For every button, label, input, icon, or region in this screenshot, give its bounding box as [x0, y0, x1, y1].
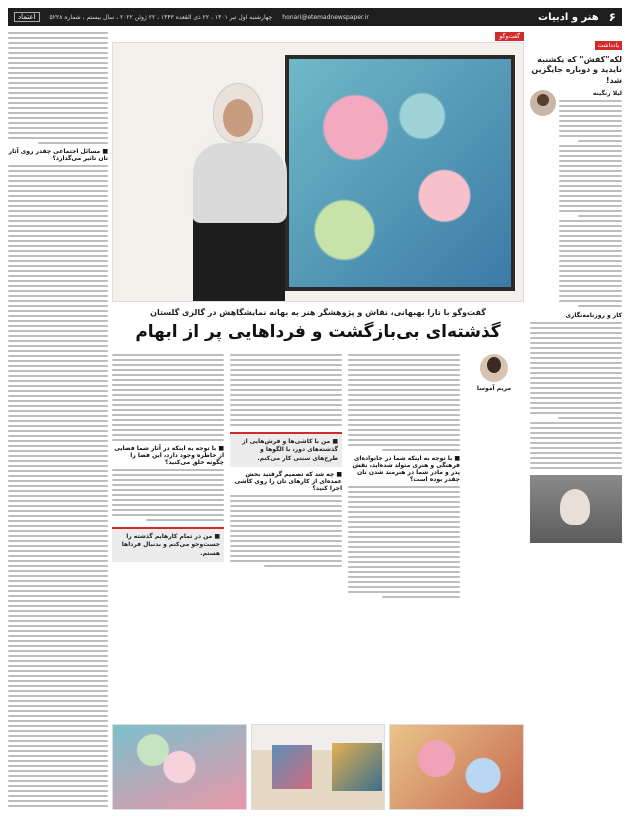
note-tag: یادداشت [595, 41, 622, 50]
note-column [530, 32, 622, 810]
article-col-3 [112, 354, 224, 744]
article-col-2 [230, 354, 342, 744]
question-tiles: ■ چه شد که تصمیم گرفتید بخش عمده‌ای از کارهای تان را روی کاشی اجرا کنید؟ [234, 471, 342, 493]
article-headline: گذشته‌ای بی‌بازگشت و فرداهایی پر از ابهام [135, 322, 501, 342]
question-social: ■ مسائل اجتماعی چقدر روی آثار تان تاثیر می‌گذارد؟ [8, 148, 108, 162]
article-col-1 [348, 354, 460, 744]
painting-artwork [285, 55, 515, 291]
question-family: ■ با توجه به اینکه شما در خانواده‌ای فرهنگی و هنری متولد شده‌اید، نقش پدر و مادر شما در هنرمند شدن تان چقدر بوده است؟ [352, 455, 460, 483]
artist-figure [183, 73, 293, 302]
main-article [112, 32, 524, 810]
page-header [8, 8, 622, 26]
section-title: هنر و ادبیات [538, 11, 599, 23]
note-subhead: کار و روزنامه‌نگاری [565, 312, 622, 320]
header-email[interactable]: honari@etemadnewspaper.ir [282, 13, 369, 21]
left-column [8, 32, 108, 810]
note-body-bottom [530, 322, 622, 469]
artist-photo [112, 42, 524, 302]
note-body-top [559, 100, 622, 307]
note-title: لکه"کفش" که یکشنبه نایدید و دوباره جایگزین شد! [531, 55, 622, 85]
article-tag: گفت‌وگو [495, 32, 524, 41]
pull-quote-2: ■ من در تمام کارهایم گذشته را جست‌وجو می‌کنم و بدنبال فرداها هستم. [112, 527, 224, 562]
note-author-avatar [530, 90, 556, 116]
left-body-top [8, 32, 108, 144]
left-body-mid [8, 165, 108, 810]
note-author-name: لیلا رنگینه [592, 90, 622, 98]
artwork-image-1 [389, 724, 524, 810]
note-bottom-photo [530, 475, 622, 543]
interviewer-name: مریم آموسا [476, 385, 512, 392]
artwork-gallery [112, 724, 524, 810]
artwork-image-2 [251, 724, 386, 810]
article-columns [112, 354, 460, 744]
page-number: ۶ [608, 10, 616, 24]
pull-quote-1: ■ من با کاشی‌ها و فرش‌هایی از گذشته‌های دور، با الگوها و طرح‌های سنتی کار می‌کنم. [230, 432, 342, 467]
newspaper-logo: اعتماد [14, 12, 40, 22]
question-memory: ■ با توجه به اینکه در آثار شما فضایی از خاطره وجود دارد، این فضا را چگونه خلق می‌کنید؟ [114, 445, 224, 466]
header-date: چهارشنبه اول تیر ۱۴۰۱ ، ۲۲ ذی القعده ۱۴۴۳ ، ۲۲ ژوئن ۲۰۲۲ ، سال بیستم ، شماره ۵۲۲۸ [49, 13, 273, 21]
interviewer-avatar [480, 354, 508, 382]
article-kicker: گفت‌وگو با تارا بهبهانی، نقاش و پژوهشگر هنر به بهانه نمایشگاهش در گالری گلستان [150, 308, 486, 317]
artwork-image-3 [112, 724, 247, 810]
interviewer-block [464, 354, 524, 392]
